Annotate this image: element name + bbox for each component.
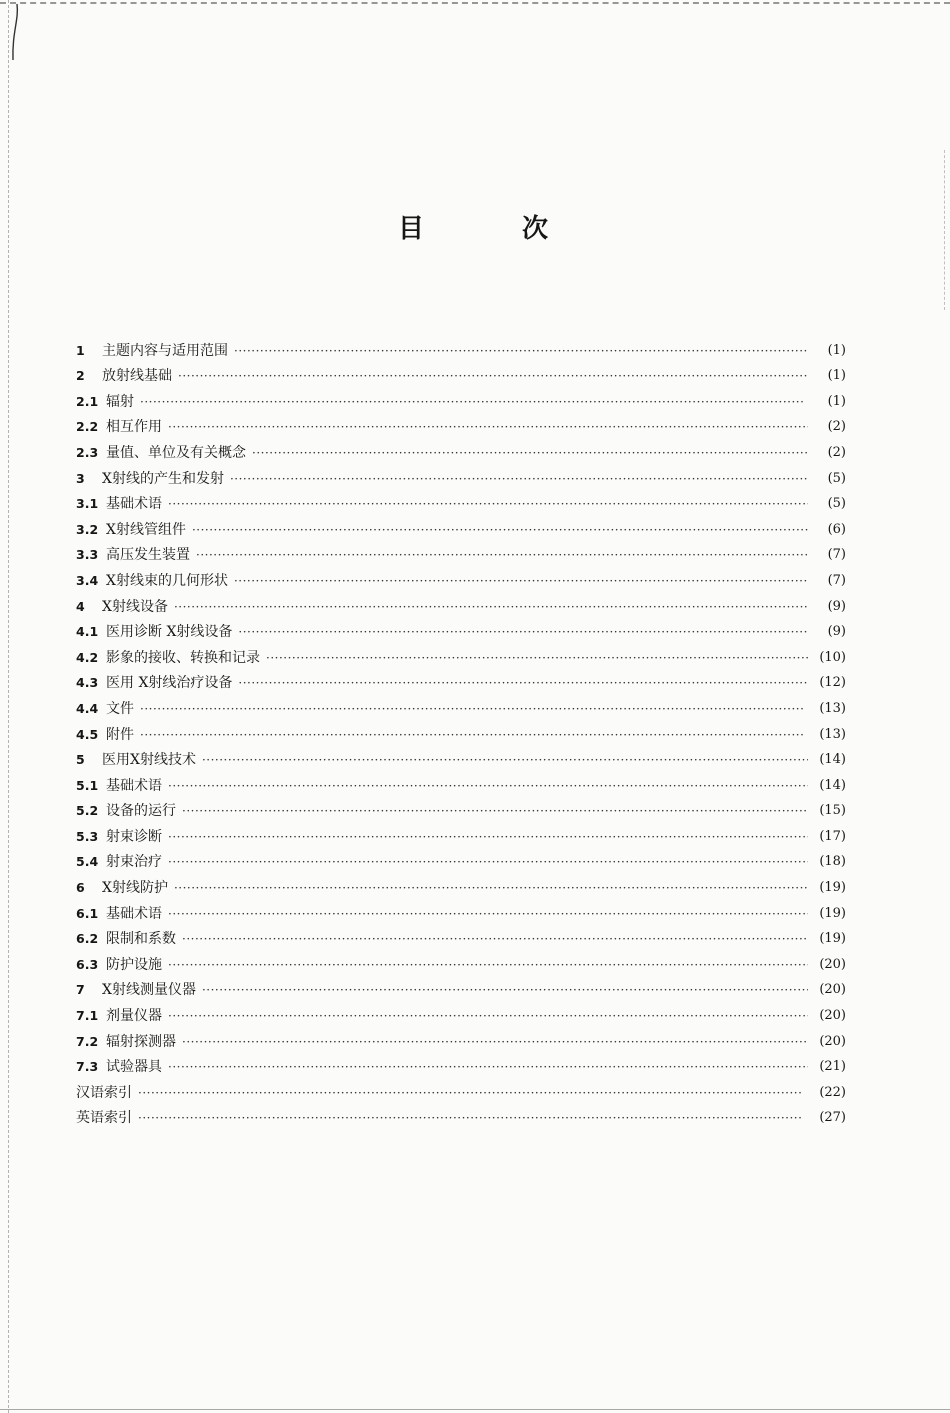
toc-leader-dots — [168, 956, 808, 974]
toc-entry-page: (13) — [819, 700, 846, 716]
toc-entry-number: 4.5 — [76, 726, 99, 742]
toc-entry-number: 1 — [76, 342, 85, 358]
toc-entry-page: (5) — [827, 470, 846, 486]
toc-entry-page: (1) — [827, 368, 846, 384]
toc-entry[interactable] — [76, 692, 846, 718]
toc-entry[interactable] — [76, 590, 846, 616]
toc-entry-page: (19) — [819, 880, 846, 896]
toc-entry-page: (14) — [819, 752, 846, 768]
toc-entry-title: 相互作用 — [106, 419, 162, 436]
toc-entry-title: 设备的运行 — [106, 803, 176, 820]
toc-entry-number: 7.3 — [76, 1059, 99, 1075]
toc-entry[interactable] — [76, 488, 846, 514]
toc-entry-page: (9) — [827, 624, 846, 640]
toc-entry-number: 3.1 — [76, 496, 99, 512]
scan-edge-right — [944, 150, 946, 310]
toc-entry-title: 量值、单位及有关概念 — [106, 444, 246, 461]
toc-leader-dots — [196, 546, 808, 564]
toc-entry[interactable] — [76, 641, 846, 667]
toc-entry-title: 防护设施 — [106, 956, 162, 973]
toc-entry-title: 汉语索引 — [76, 1084, 132, 1101]
toc-entry-page: (12) — [819, 675, 846, 691]
toc-entry-number: 3 — [76, 470, 85, 486]
toc-entry-number: 2.1 — [76, 393, 99, 409]
toc-entry-title: 附件 — [106, 726, 134, 743]
toc-leader-dots — [238, 674, 808, 692]
toc-entry-page: (19) — [819, 905, 846, 921]
toc-leader-dots — [138, 1109, 808, 1127]
toc-entry[interactable] — [76, 667, 846, 693]
toc-entry[interactable] — [76, 1051, 846, 1077]
toc-leader-dots — [168, 853, 808, 871]
toc-leader-dots — [174, 598, 808, 616]
toc-entry-title: 基础术语 — [106, 905, 162, 922]
toc-entry[interactable] — [76, 871, 846, 897]
toc-entry-page: (7) — [827, 547, 846, 563]
toc-leader-dots — [168, 495, 808, 513]
toc-entry[interactable] — [76, 718, 846, 744]
toc-entry-number: 6.1 — [76, 905, 99, 921]
page-title-char-2: 次 — [521, 214, 548, 244]
toc-entry-number: 3.4 — [76, 572, 99, 588]
toc-entry-number: 5.2 — [76, 803, 99, 819]
toc-leader-dots — [168, 1007, 808, 1025]
toc-entry[interactable] — [76, 769, 846, 795]
toc-leader-dots — [138, 1084, 808, 1102]
toc-leader-dots — [202, 751, 808, 769]
page-title — [398, 208, 548, 245]
toc-entry-page: (7) — [827, 572, 846, 588]
toc-leader-dots — [168, 418, 808, 436]
toc-entry-title: 影象的接收、转换和记录 — [106, 649, 260, 666]
toc-entry-number: 4.1 — [76, 624, 99, 640]
toc-entry-page: (15) — [819, 803, 846, 819]
toc-entry-page: (19) — [819, 931, 846, 947]
toc-entry[interactable] — [76, 539, 846, 565]
toc-entry-number: 5.4 — [76, 854, 99, 870]
toc-leader-dots — [238, 623, 808, 641]
toc-leader-dots — [234, 572, 808, 590]
scan-mark — [8, 2, 20, 62]
toc-entry[interactable] — [76, 744, 846, 770]
page-title-char-1: 目 — [398, 214, 425, 244]
toc-entry[interactable] — [76, 564, 846, 590]
toc-entry-title: X射线管组件 — [106, 521, 186, 538]
toc-entry-page: (22) — [819, 1084, 846, 1100]
table-of-contents — [76, 334, 846, 1127]
scan-edge-left — [8, 0, 10, 1413]
toc-entry-title: 射束治疗 — [106, 854, 162, 871]
toc-entry-number: 5.3 — [76, 828, 99, 844]
toc-leader-dots — [234, 342, 808, 360]
toc-entry-page: (1) — [827, 393, 846, 409]
toc-leader-dots — [266, 649, 808, 667]
toc-entry-number: 6.3 — [76, 956, 99, 972]
toc-entry-page: (21) — [819, 1059, 846, 1075]
toc-entry[interactable] — [76, 974, 846, 1000]
toc-entry-page: (9) — [827, 598, 846, 614]
toc-entry-page: (20) — [819, 1008, 846, 1024]
toc-entry-title: X射线防护 — [102, 880, 168, 897]
toc-entry-title: 基础术语 — [106, 777, 162, 794]
toc-entry-title: 医用 X射线治疗设备 — [106, 675, 233, 692]
toc-leader-dots — [182, 802, 808, 820]
toc-entry-title: 辐射探测器 — [106, 1033, 176, 1050]
toc-entry-title: 高压发生装置 — [106, 547, 190, 564]
toc-entry-page: (2) — [827, 444, 846, 460]
toc-entry-title: 基础术语 — [106, 496, 162, 513]
toc-entry-title: X射线设备 — [102, 598, 168, 615]
toc-entry[interactable] — [76, 820, 846, 846]
toc-entry-page: (5) — [827, 496, 846, 512]
toc-entry[interactable] — [76, 948, 846, 974]
toc-entry[interactable] — [76, 616, 846, 642]
toc-entry-number: 6 — [76, 880, 85, 896]
toc-entry-title: 英语索引 — [76, 1110, 132, 1127]
toc-entry[interactable] — [76, 385, 846, 411]
toc-entry[interactable] — [76, 411, 846, 437]
toc-entry-number: 7.1 — [76, 1008, 99, 1024]
toc-leader-dots — [178, 367, 808, 385]
scan-edge-bottom — [0, 1409, 950, 1411]
toc-entry-title: X射线测量仪器 — [102, 982, 196, 999]
toc-entry-number: 3.3 — [76, 547, 99, 563]
toc-entry[interactable] — [76, 513, 846, 539]
toc-leader-dots — [168, 1058, 808, 1076]
toc-entry-number: 3.2 — [76, 521, 99, 537]
toc-entry-number: 2.3 — [76, 444, 99, 460]
toc-entry-title: 辐射 — [106, 393, 134, 410]
toc-leader-dots — [202, 981, 808, 999]
toc-entry[interactable] — [76, 897, 846, 923]
toc-entry[interactable] — [76, 334, 846, 360]
toc-entry-page: (10) — [819, 649, 846, 665]
toc-entry[interactable] — [76, 436, 846, 462]
toc-entry-title: X射线束的几何形状 — [106, 572, 228, 589]
toc-leader-dots — [230, 470, 808, 488]
toc-leader-dots — [140, 700, 808, 718]
toc-leader-dots — [182, 1033, 808, 1051]
toc-entry-title: 医用X射线技术 — [102, 752, 196, 769]
toc-entry-title: 射束诊断 — [106, 828, 162, 845]
toc-entry-page: (6) — [827, 521, 846, 537]
toc-entry-number: 4.2 — [76, 649, 99, 665]
toc-entry-page: (2) — [827, 419, 846, 435]
toc-entry-page: (20) — [819, 1033, 846, 1049]
toc-entry-title: 主题内容与适用范围 — [102, 342, 228, 359]
toc-leader-dots — [182, 930, 808, 948]
toc-entry-number: 4.3 — [76, 675, 99, 691]
toc-entry-page: (13) — [819, 726, 846, 742]
toc-entry-title: 限制和系数 — [106, 931, 176, 948]
toc-leader-dots — [252, 444, 808, 462]
toc-entry-number: 2.2 — [76, 419, 99, 435]
toc-entry-page: (17) — [819, 828, 846, 844]
toc-entry-title: X射线的产生和发射 — [102, 470, 224, 487]
toc-entry[interactable] — [76, 1025, 846, 1051]
toc-entry-title: 试验器具 — [106, 1059, 162, 1076]
toc-entry[interactable] — [76, 462, 846, 488]
toc-entry-page: (20) — [819, 956, 846, 972]
toc-entry-number: 4 — [76, 598, 85, 614]
toc-entry-title: 放射线基础 — [102, 368, 172, 385]
toc-entry[interactable] — [76, 923, 846, 949]
scan-edge-top — [0, 2, 950, 6]
toc-entry-number: 6.2 — [76, 931, 99, 947]
toc-entry-number: 2 — [76, 368, 85, 384]
toc-leader-dots — [140, 393, 808, 411]
toc-entry-number: 7.2 — [76, 1033, 99, 1049]
toc-entry-title: 文件 — [106, 700, 134, 717]
toc-entry-number: 5 — [76, 752, 85, 768]
toc-entry[interactable] — [76, 360, 846, 386]
toc-entry-page: (1) — [827, 342, 846, 358]
toc-entry[interactable] — [76, 1102, 846, 1128]
toc-entry-page: (20) — [819, 982, 846, 998]
toc-entry-number: 4.4 — [76, 700, 99, 716]
toc-entry-page: (18) — [819, 854, 846, 870]
toc-entry-page: (27) — [819, 1110, 846, 1126]
toc-entry[interactable] — [76, 999, 846, 1025]
toc-leader-dots — [168, 777, 808, 795]
toc-entry-title: 医用诊断 X射线设备 — [106, 624, 233, 641]
toc-entry[interactable] — [76, 846, 846, 872]
toc-entry-page: (14) — [819, 777, 846, 793]
toc-leader-dots — [168, 905, 808, 923]
toc-entry-number: 7 — [76, 982, 85, 998]
toc-leader-dots — [192, 521, 808, 539]
toc-entry[interactable] — [76, 1076, 846, 1102]
toc-entry-number: 5.1 — [76, 777, 99, 793]
toc-leader-dots — [140, 726, 808, 744]
toc-entry[interactable] — [76, 795, 846, 821]
toc-leader-dots — [168, 828, 808, 846]
toc-entry-title: 剂量仪器 — [106, 1008, 162, 1025]
toc-leader-dots — [174, 879, 808, 897]
